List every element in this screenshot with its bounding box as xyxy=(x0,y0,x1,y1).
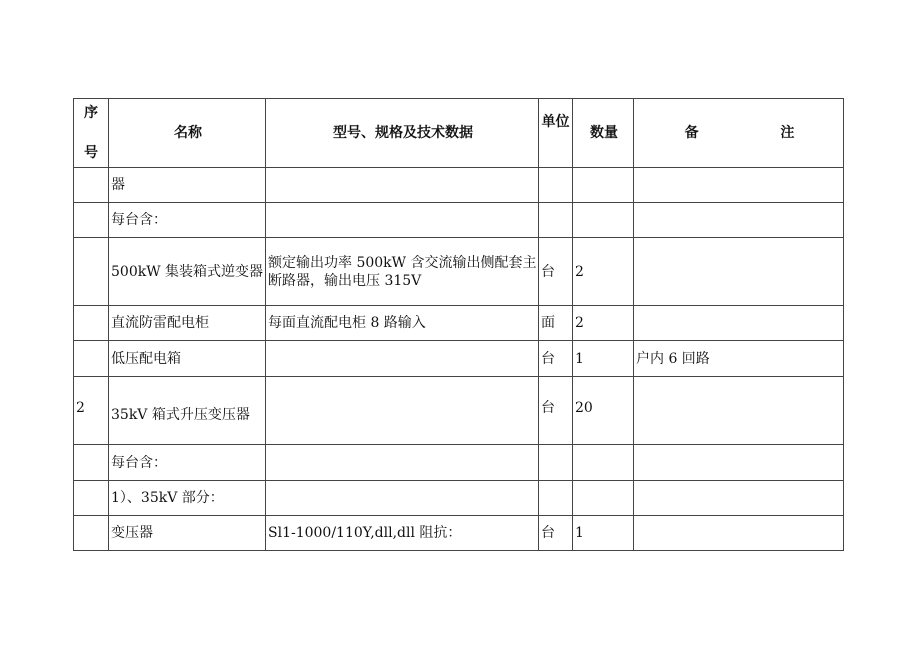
cell-qty: 1 xyxy=(573,341,634,377)
cell-qty: 1 xyxy=(573,516,634,551)
cell-unit: 台 xyxy=(539,341,573,377)
cell-name: 直流防雷配电柜 xyxy=(109,306,266,341)
cell-unit: 台 xyxy=(539,516,573,551)
cell-spec xyxy=(266,377,539,445)
cell-unit: 台 xyxy=(539,238,573,306)
cell-remark xyxy=(634,516,844,551)
cell-name: 变压器 xyxy=(109,516,266,551)
cell-spec: 额定输出功率 500kW 含交流输出侧配套主断路器，输出电压 315V xyxy=(266,238,539,306)
cell-seq xyxy=(74,481,109,516)
cell-qty xyxy=(573,445,634,481)
table-header-row xyxy=(74,99,844,168)
header-name: 名称 xyxy=(109,99,266,168)
header-remark-a: 备 xyxy=(684,125,699,141)
cell-name: 1）、35kV 部分： xyxy=(109,481,266,516)
equipment-table xyxy=(73,98,844,551)
cell-qty: 2 xyxy=(573,306,634,341)
cell-spec xyxy=(266,341,539,377)
table-row xyxy=(74,445,844,481)
cell-spec xyxy=(266,481,539,516)
header-qty: 数量 xyxy=(573,99,634,168)
cell-seq xyxy=(74,168,109,203)
cell-spec xyxy=(266,168,539,203)
cell-qty xyxy=(573,168,634,203)
table-row xyxy=(74,341,844,377)
cell-remark: 户内 6 回路 xyxy=(634,341,844,377)
cell-spec: 每面直流配电柜 8 路输入 xyxy=(266,306,539,341)
cell-remark xyxy=(634,306,844,341)
cell-seq: 2 xyxy=(74,377,109,445)
cell-name: 每台含： xyxy=(109,203,266,238)
cell-unit xyxy=(539,445,573,481)
cell-name: 器 xyxy=(109,168,266,203)
cell-remark xyxy=(634,377,844,445)
cell-unit: 台 xyxy=(539,377,573,445)
cell-unit xyxy=(539,203,573,238)
cell-name: 低压配电箱 xyxy=(109,341,266,377)
cell-seq xyxy=(74,203,109,238)
cell-name: 500kW 集装箱式逆变器 xyxy=(109,238,266,306)
header-spec: 型号、规格及技术数据 xyxy=(266,99,539,168)
table-row xyxy=(74,238,844,306)
cell-remark xyxy=(634,481,844,516)
cell-remark xyxy=(634,445,844,481)
cell-name: 35kV 箱式升压变压器 xyxy=(109,377,266,445)
header-remark-b: 注 xyxy=(780,125,795,141)
cell-remark xyxy=(634,238,844,306)
cell-qty: 20 xyxy=(573,377,634,445)
table-row xyxy=(74,481,844,516)
cell-spec xyxy=(266,445,539,481)
cell-remark xyxy=(634,168,844,203)
header-unit: 单位 xyxy=(539,99,573,168)
table-row xyxy=(74,516,844,551)
cell-spec xyxy=(266,203,539,238)
cell-unit xyxy=(539,481,573,516)
header-seq xyxy=(74,99,109,168)
cell-seq xyxy=(74,516,109,551)
cell-unit: 面 xyxy=(539,306,573,341)
cell-qty: 2 xyxy=(573,238,634,306)
cell-qty xyxy=(573,203,634,238)
header-seq-bottom: 号 xyxy=(84,145,98,161)
cell-remark xyxy=(634,203,844,238)
cell-seq xyxy=(74,341,109,377)
table-row xyxy=(74,203,844,238)
header-remark xyxy=(634,99,844,168)
cell-unit xyxy=(539,168,573,203)
header-seq-top: 序 xyxy=(84,105,98,121)
cell-seq xyxy=(74,445,109,481)
table-row xyxy=(74,168,844,203)
cell-seq xyxy=(74,238,109,306)
cell-seq xyxy=(74,306,109,341)
table-row xyxy=(74,306,844,341)
table-row xyxy=(74,377,844,445)
cell-qty xyxy=(573,481,634,516)
cell-name: 每台含： xyxy=(109,445,266,481)
cell-spec: Sl1-1000/110Y,dll,dll 阻抗： xyxy=(266,516,539,551)
